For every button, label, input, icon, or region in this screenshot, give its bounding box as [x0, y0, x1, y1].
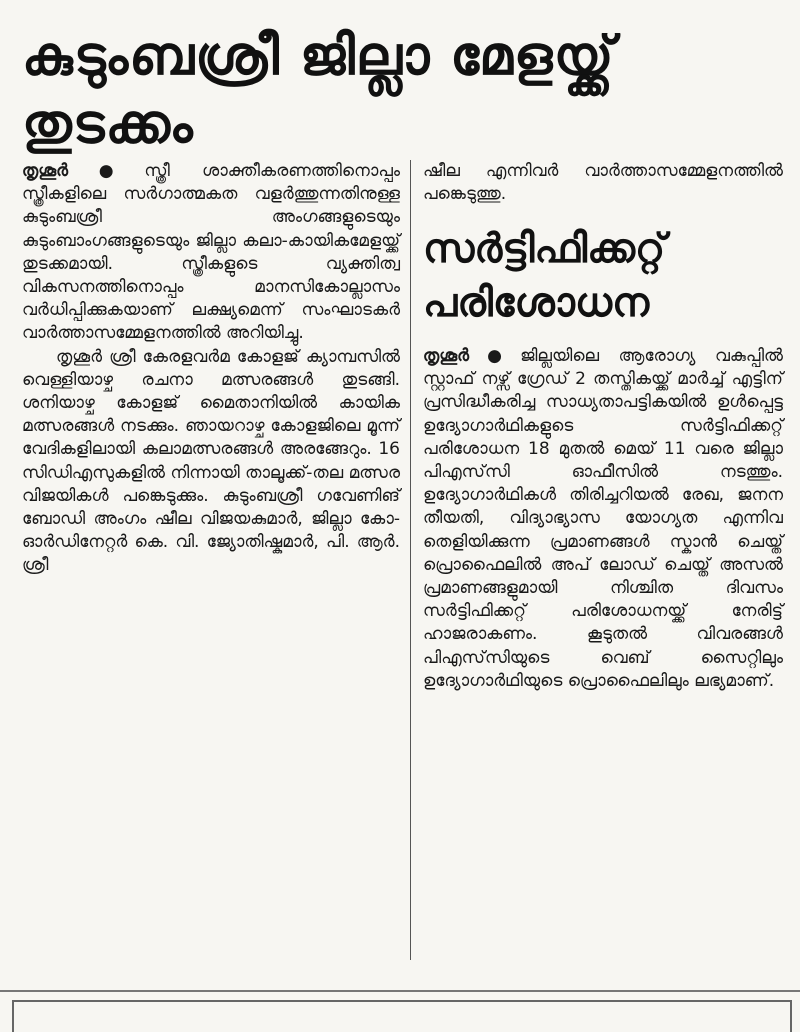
headline: കുടുംബശ്രീ ജില്ലാ മേളയ്ക്ക് തുടക്കം	[22, 24, 615, 155]
cropped-top-edge	[0, 0, 800, 14]
article-column-1	[22, 160, 400, 578]
bottom-rule	[0, 990, 800, 992]
paragraph-3	[423, 345, 783, 693]
dateline: തൃശൂർ	[22, 161, 69, 181]
continuation-text: ഷീല എന്നിവർ വാർത്താസമ്മേളനത്തിൽ പങ്കെടുത്തു.	[423, 161, 783, 205]
paragraph-3-text: ജില്ലയിലെ ആരോഗ്യ വകുപ്പിൽ സ്റ്റാഫ് നഴ്സ് ഗ്രേഡ് 2 തസ്തികയ്ക്ക് മാർച്ച് എട്ടിന് പ്രസിദ്ധീകരിച്ച സാധ്യതാപട്ടികയിൽ ഉൾപ്പെട്ട ഉദ്യോഗാർഥികളുടെ സർട്ടിഫിക്കറ്റ് പരിശോധന 18 മുതൽ മെയ് 11 വരെ ജില്ലാ പിഎസ്‌സി ഓഫീസിൽ നടത്തും. ഉദ്യോഗാർഥികൾ തിരിച്ചറിയൽ രേഖ, ജനന തീയതി, വിദ്യാഭ്യാസ യോഗ്യത എന്നിവ തെളിയിക്കുന്ന പ്രമാണങ്ങൾ സ്കാൻ ചെയ്ത് പ്രൊഫൈലിൽ അപ് ലോഡ് ചെയ്ത് അസൽ പ്രമാണങ്ങളുമായി നിശ്ചിത ദിവസം സർട്ടിഫിക്കറ്റ് പരിശോധനയ്ക്ക് നേരിട്ട് ഹാജരാകണം. കൂടുതൽ വിവരങ്ങൾ പിഎസ്‌സിയുടെ വെബ് സൈറ്റിലും ഉദ്യോഗാർഥിയുടെ പ്രൊഫൈലിലും ലഭ്യമാണ്.	[423, 346, 783, 691]
paragraph-1-text: സ്ത്രീ ശാക്തീകരണത്തിനൊപ്പം സ്ത്രീകളിലെ സർഗാത്മകത വളർത്തുന്നതിനുള്ള കുടുംബശ്രീ അംഗങ്ങളുടെയും കുടുംബാംഗങ്ങളുടെയും ജില്ലാ കലാ-കായികമേളയ്ക്ക് തുടക്കമായി. സ്ത്രീകളുടെ വ്യക്തിത്വ വികസനത്തിനൊപ്പം മാനസികോല്ലാസം വർധിപ്പിക്കുകയാണ് ലക്ഷ്യമെന്ന് സംഘാടകർ വാർത്താസമ്മേളനത്തിൽ അറിയിച്ചു.	[22, 161, 400, 344]
subheadline: സർട്ടിഫിക്കറ്റ് പരിശോധന	[423, 226, 666, 326]
paragraph-2: തൃശൂർ ശ്രീ കേരളവർമ കോളജ് ക്യാമ്പസിൽ വെള്ളിയാഴ്ച രചനാ മത്സരങ്ങൾ തുടങ്ങി. ശനിയാഴ്ച കോളജ് മൈതാനിയിൽ കായിക മത്സരങ്ങൾ നടക്കും. ഞായറാഴ്ച കോളജിലെ മൂന്ന് വേദികളിലായി കലാമത്സരങ്ങൾ അരങ്ങേറും. 16 സിഡിഎസുകളിൽ നിന്നായി താലൂക്ക്-തല മത്സര വിജയികൾ പങ്കെടുക്കും. കുടുംബശ്രീ ഗവേണിങ് ബോഡി അംഗം ഷീല വിജയകുമാർ, ജില്ലാ കോ- ഓർഡിനേറ്റർ കെ. വി. ജ്യോതിഷ്കുമാർ, പി. ആർ. ശ്രീ	[22, 346, 400, 576]
article-column-2	[423, 345, 783, 693]
dateline-separator: ●	[72, 161, 141, 181]
dateline-separator-2: ●	[473, 346, 517, 366]
paragraph-1	[22, 160, 400, 346]
column-divider	[410, 160, 411, 960]
dateline-2: തൃശൂർ	[423, 346, 470, 366]
article-column-2-continuation	[423, 160, 783, 206]
next-article-box	[12, 1000, 792, 1032]
